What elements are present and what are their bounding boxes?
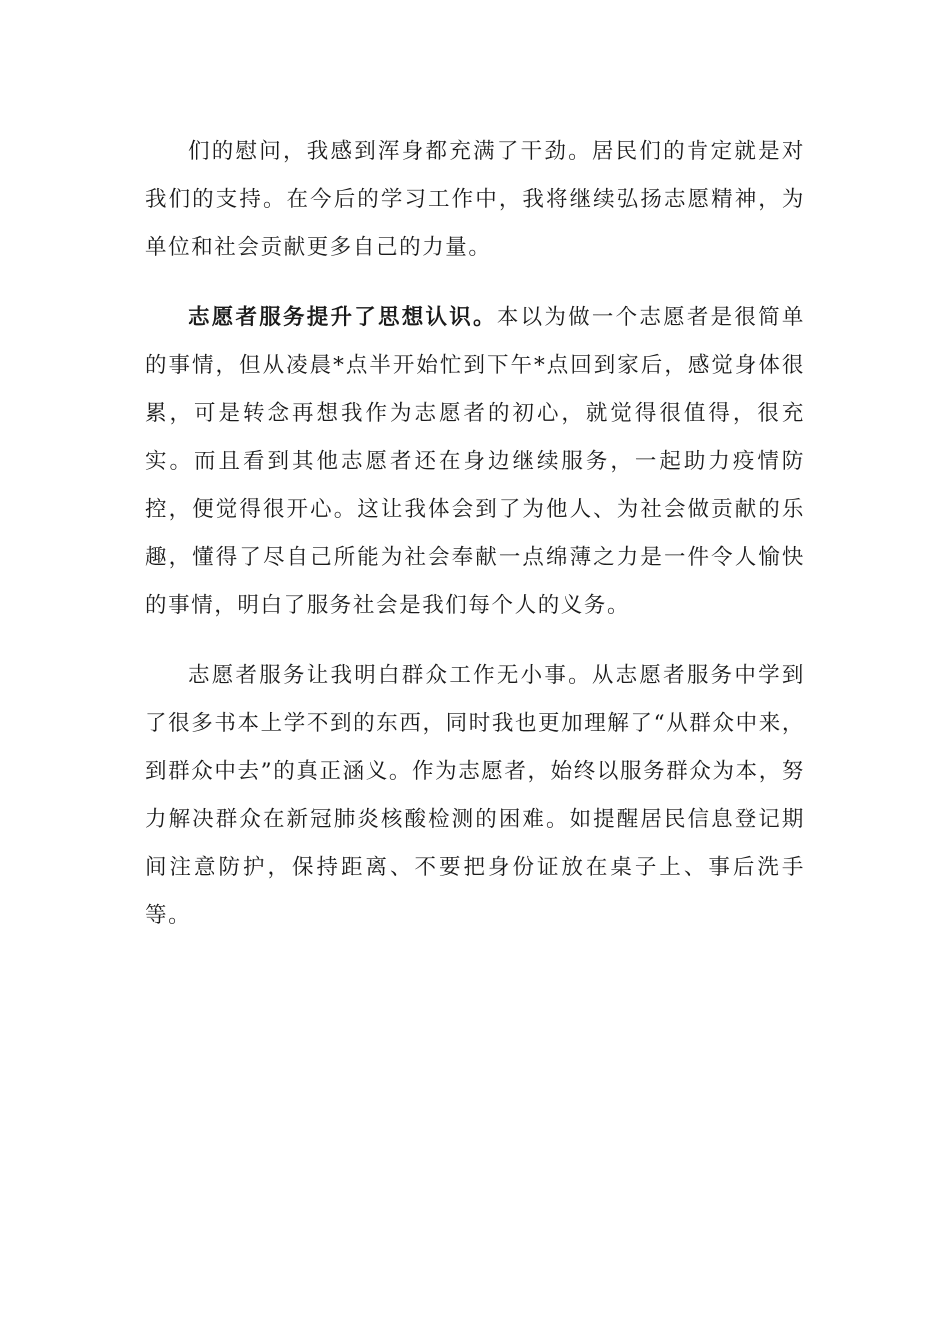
paragraph-text: 们的慰问，我感到浑身都充满了干劲。居民们的肯定就是对我们的支持。在今后的学习工作中，我将继续弘扬志愿精神，为单位和社会贡献更多自己的力量。 [145,139,805,260]
paragraph-mass-work [145,652,805,940]
paragraph-text: 本以为做一个志愿者是很简单的事情，但从凌晨*点半开始忙到下午*点回到家后，感觉身体很累，可是转念再想我作为志愿者的初心，就觉得很值得，很充实。而且看到其他志愿者还在身边继续服务，一起助力疫情防控，便觉得很开心。这让我体会到了为他人、为社会做贡献的乐趣，懂得了尽自己所能为社会奉献一点绵薄之力是一件令人愉快的事情，明白了服务社会是我们每个人的义务。 [145,305,805,618]
paragraph-text: 志愿者服务让我明白群众工作无小事。从志愿者服务中学到了很多书本上学不到的东西，同时我也更加理解了“从群众中来，到群众中去”的真正涵义。作为志愿者，始终以服务群众为本，努力解决群众在新冠肺炎核酸检测的困难。如提醒居民信息登记期间注意防护，保持距离、不要把身份证放在桌子上、事后洗手等。 [145,663,805,928]
paragraph-thought-awareness [145,294,805,630]
paragraph-continuation [145,128,805,272]
document-page [145,128,805,962]
paragraph-heading: 志愿者服务提升了思想认识。 [188,305,497,330]
